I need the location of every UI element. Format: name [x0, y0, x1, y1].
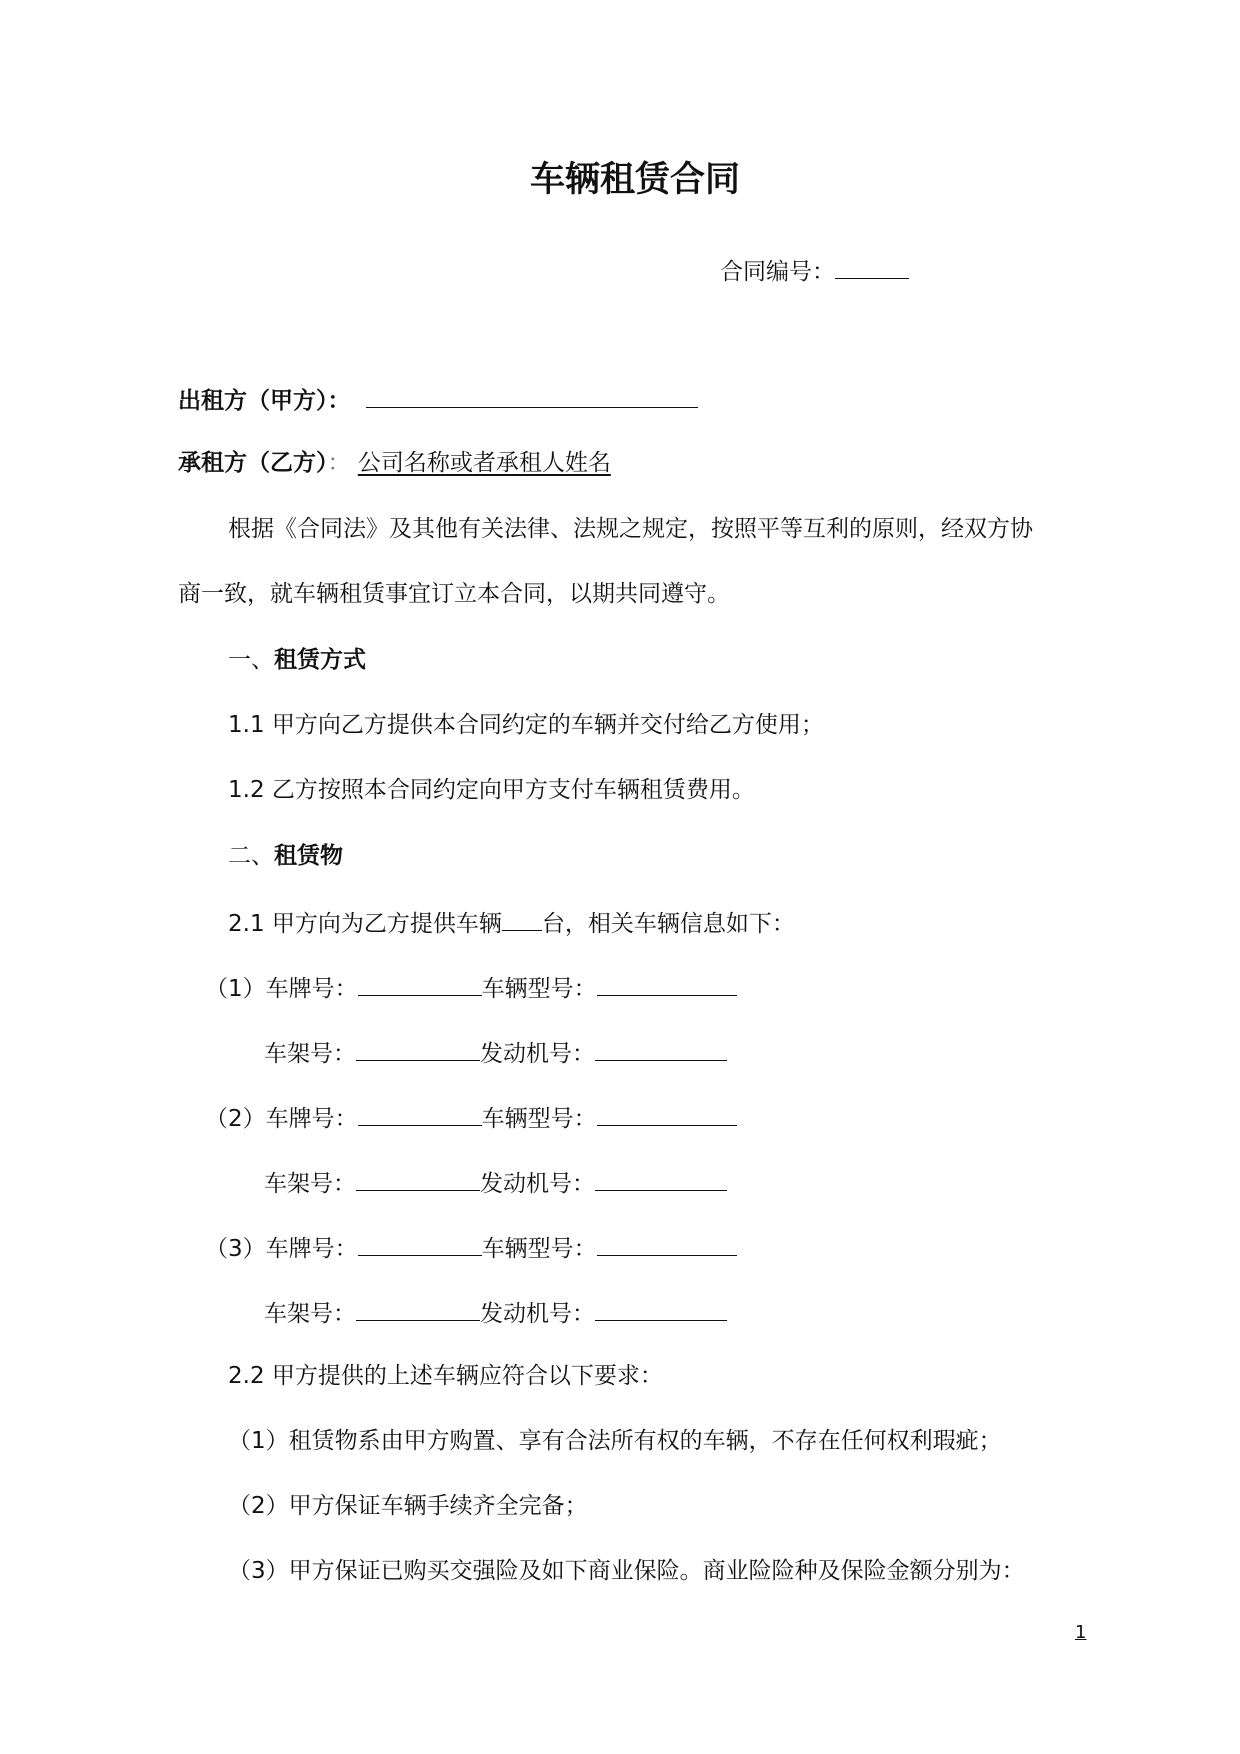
vehicle-3-frame-row: [264, 1296, 727, 1329]
vehicle-2-plate-blank[interactable]: [358, 1101, 482, 1126]
vehicle-2-frame-label: 车架号：: [264, 1171, 356, 1197]
lessee-colon: ：: [327, 450, 351, 476]
vehicle-2-frame-row: [264, 1166, 727, 1199]
requirement-2: （2）甲方保证车辆手续齐全完备；: [228, 1493, 588, 1519]
vehicle-3-model-blank[interactable]: [597, 1231, 737, 1256]
preamble-line-1: 根据《合同法》及其他有关法律、法规之规定，按照平等互利的原则，经双方协: [228, 516, 1033, 542]
clause-2-1: [228, 906, 795, 939]
lessor-blank[interactable]: [366, 383, 698, 408]
clause-2-1-text-after: 台，相关车辆信息如下：: [541, 911, 795, 937]
clause-1-1: 1.1 甲方向乙方提供本合同约定的车辆并交付给乙方使用；: [228, 712, 824, 738]
vehicle-3-plate-blank[interactable]: [358, 1231, 482, 1256]
section-2-title: 租赁物: [274, 843, 343, 869]
vehicle-1-frame-blank[interactable]: [356, 1036, 480, 1061]
vehicle-1-plate-blank[interactable]: [358, 971, 482, 996]
vehicle-2-number: （2）: [205, 1106, 266, 1132]
vehicle-2-plate-row: [205, 1101, 737, 1134]
lessor-line: [178, 383, 698, 416]
vehicle-2-model-label: 车辆型号：: [481, 1106, 597, 1132]
lessee-label: 承租方（乙方）: [178, 450, 328, 476]
vehicle-2-engine-blank[interactable]: [595, 1166, 727, 1191]
vehicle-3-number: （3）: [205, 1236, 266, 1262]
contract-number-line: [720, 254, 909, 287]
vehicle-3-frame-label: 车架号：: [264, 1301, 356, 1327]
section-2-prefix: 二、: [228, 843, 274, 869]
vehicle-3-engine-blank[interactable]: [595, 1296, 727, 1321]
contract-number-blank[interactable]: [835, 254, 909, 279]
vehicle-1-model-blank[interactable]: [597, 971, 737, 996]
section-1-title: 租赁方式: [274, 647, 366, 673]
section-1-heading: [228, 645, 366, 675]
vehicle-3-frame-blank[interactable]: [356, 1296, 480, 1321]
vehicle-3-plate-row: [205, 1231, 737, 1264]
vehicle-1-plate-label: 车牌号：: [265, 976, 358, 1002]
preamble-line-2: 商一致，就车辆租赁事宜订立本合同，以期共同遵守。: [178, 581, 730, 607]
page-number: 1: [1075, 1622, 1087, 1643]
lessor-label: 出租方（甲方）：: [178, 388, 351, 414]
requirement-3: （3）甲方保证已购买交强险及如下商业保险。商业险险种及保险金额分别为：: [228, 1558, 1025, 1584]
vehicle-count-blank[interactable]: [502, 906, 542, 931]
vehicle-1-engine-label: 发动机号：: [480, 1041, 595, 1067]
document-title: 车辆租赁合同: [529, 160, 740, 200]
vehicle-1-frame-row: [264, 1036, 727, 1069]
vehicle-1-number: （1）: [205, 976, 266, 1002]
clause-1-2: 1.2 乙方按照本合同约定向甲方支付车辆租赁费用。: [228, 777, 755, 803]
section-2-heading: [228, 841, 343, 871]
lessee-line: [178, 448, 611, 478]
vehicle-1-plate-row: [205, 971, 737, 1004]
vehicle-3-plate-label: 车牌号：: [265, 1236, 358, 1262]
vehicle-1-model-label: 车辆型号：: [481, 976, 597, 1002]
vehicle-1-engine-blank[interactable]: [595, 1036, 727, 1061]
clause-2-1-text-before: 2.1 甲方向为乙方提供车辆: [228, 911, 502, 937]
vehicle-2-frame-blank[interactable]: [356, 1166, 480, 1191]
vehicle-2-engine-label: 发动机号：: [480, 1171, 595, 1197]
requirement-1: （1）租赁物系由甲方购置、享有合法所有权的车辆，不存在任何权利瑕疵；: [228, 1428, 1002, 1454]
vehicle-1-frame-label: 车架号：: [264, 1041, 356, 1067]
vehicle-2-plate-label: 车牌号：: [265, 1106, 358, 1132]
clause-2-2: 2.2 甲方提供的上述车辆应符合以下要求：: [228, 1363, 663, 1389]
vehicle-3-engine-label: 发动机号：: [480, 1301, 595, 1327]
vehicle-2-model-blank[interactable]: [597, 1101, 737, 1126]
lessee-value[interactable]: 公司名称或者承租人姓名: [357, 450, 611, 476]
vehicle-3-model-label: 车辆型号：: [481, 1236, 597, 1262]
contract-number-label: 合同编号：: [720, 259, 835, 285]
section-1-prefix: 一、: [228, 647, 274, 673]
